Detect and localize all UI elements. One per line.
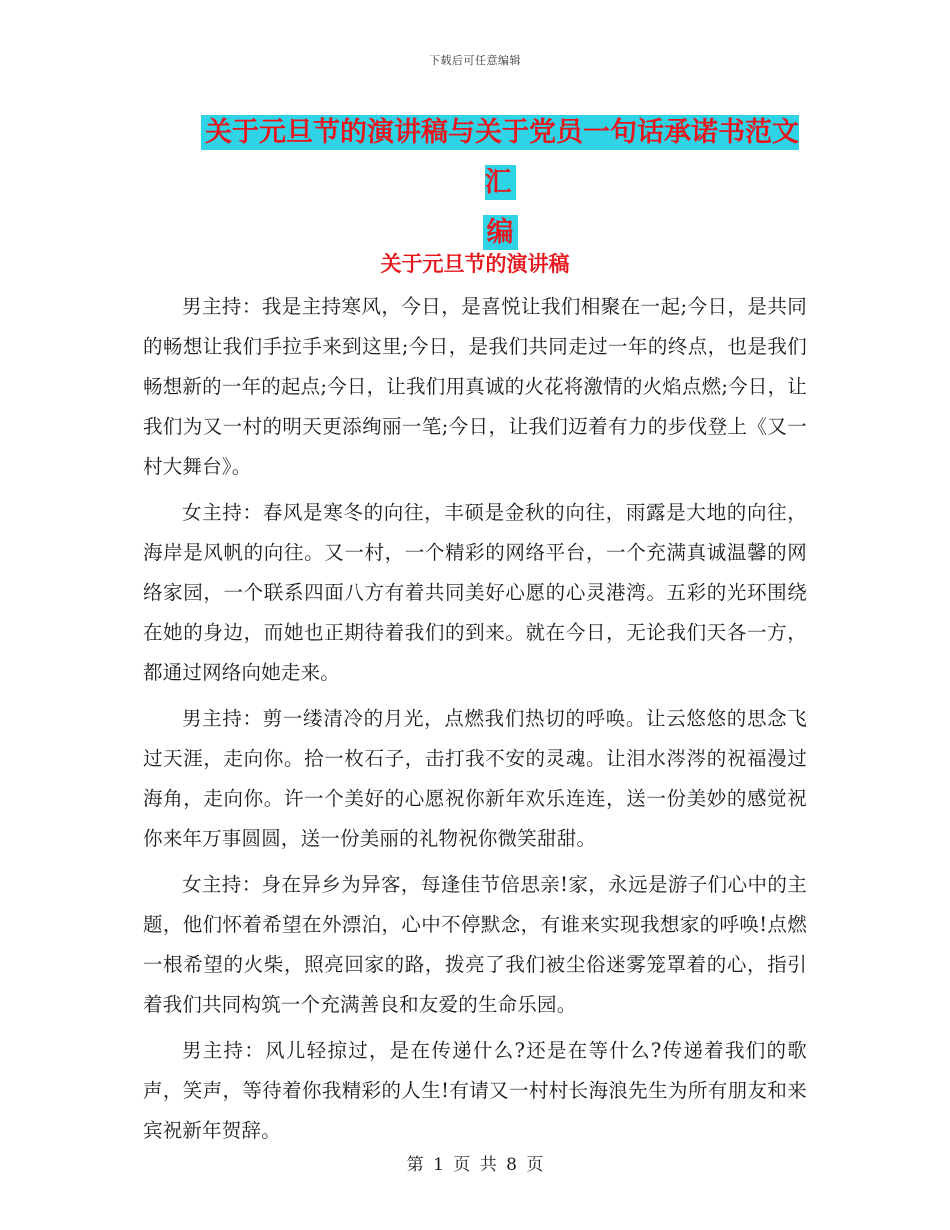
- section-title: 关于元旦节的演讲稿: [380, 252, 570, 276]
- document-title-line1: 关于元旦节的演讲稿与关于党员一句话承诺书范文汇: [201, 115, 799, 200]
- page-number: 第 1 页 共 8 页: [406, 1155, 544, 1175]
- document-title-line2: 编: [483, 215, 518, 250]
- paragraph: 男主持：我是主持寒风，今日，是喜悦让我们相聚在一起;今日，是共同的畅想让我们手拉手来到这里;今日，是我们共同走过一年的终点，也是我们畅想新的一年的起点;今日，让我们用真诚的火花将激情的火焰点燃;今日，让我们为又一村的明天更添绚丽一笔;今日，让我们迈着有力的步伐登上《又一村大舞台》。: [143, 295, 807, 478]
- document-body: [143, 287, 807, 1157]
- paragraph: 女主持：身在异乡为异客，每逢佳节倍思亲!家，永远是游子们心中的主题，他们怀着希望在外漂泊，心中不停默念，有谁来实现我想家的呼唤!点燃一根希望的火柴，照亮回家的路，拨亮了我们被尘俗迷雾笼罩着的心，指引着我们共同构筑一个充满善良和友爱的生命乐园。: [143, 873, 807, 1016]
- paragraph: 女主持：春风是寒冬的向往，丰硕是金秋的向往，雨露是大地的向往，海岸是风帆的向往。又一村，一个精彩的网络平台，一个充满真诚温馨的网络家园，一个联系四面八方有着共同美好心愿的心灵港湾。五彩的光环围绕在她的身边，而她也正期待着我们的到来。就在今日，无论我们天各一方，都通过网络向她走来。: [143, 501, 807, 684]
- document-title: [190, 108, 810, 258]
- header-note: 下载后可任意编辑: [429, 54, 521, 67]
- paragraph: 男主持：风儿轻掠过，是在传递什么?还是在等什么?传递着我们的歌声，笑声，等待着你我精彩的人生!有请又一村村长海浪先生为所有朋友和来宾祝新年贺辞。: [143, 1039, 807, 1142]
- paragraph: 男主持：剪一缕清冷的月光，点燃我们热切的呼唤。让云悠悠的思念飞过天涯，走向你。拾一枚石子，击打我不安的灵魂。让泪水涔涔的祝福漫过海角，走向你。许一个美好的心愿祝你新年欢乐连连，送一份美妙的感觉祝你来年万事圆圆，送一份美丽的礼物祝你微笑甜甜。: [143, 707, 807, 850]
